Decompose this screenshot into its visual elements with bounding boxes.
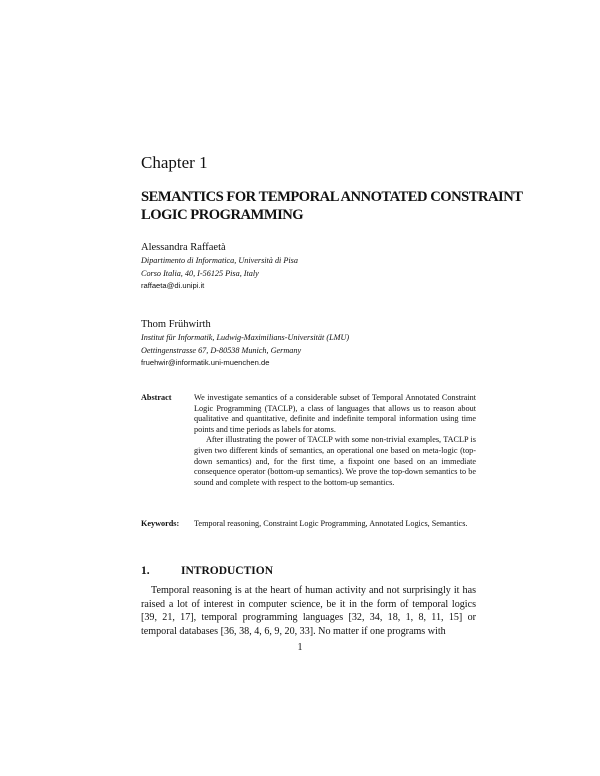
author-address: Oettingenstrasse 67, D-80538 Munich, Germany bbox=[141, 345, 302, 355]
author-block-2 bbox=[141, 318, 541, 370]
section-title: INTRODUCTION bbox=[181, 565, 274, 577]
author-name: Thom Frühwirth bbox=[141, 319, 211, 330]
paper-title-line-1: SEMANTICS FOR TEMPORAL ANNOTATED CONSTRAINT bbox=[141, 189, 523, 205]
author-name: Alessandra Raffaetà bbox=[141, 242, 226, 253]
section-heading bbox=[141, 565, 273, 577]
paper-title-line-2: LOGIC PROGRAMMING bbox=[141, 207, 304, 223]
intro-text: Temporal reasoning is at the heart of human activity and not surprisingly it has raised a lot of interest in computer science, be it in the form of temporal logics [39, 21, 17], temporal programming languages [32, 34, 18, 1, 8, 11, 15] or temporal databases [36, 38, 4, 6, 9, 20, 33]. No matter if one programs with bbox=[141, 585, 476, 637]
intro-paragraph bbox=[141, 584, 476, 638]
section-number: 1. bbox=[141, 565, 150, 577]
author-email: raffaeta@di.unipi.it bbox=[141, 281, 205, 290]
page-number: 1 bbox=[297, 642, 303, 653]
author-block-1 bbox=[141, 241, 541, 293]
keywords-text: Temporal reasoning, Constraint Logic Programming, Annotated Logics, Semantics. bbox=[194, 519, 468, 528]
keywords-label: Keywords: bbox=[141, 519, 180, 528]
chapter-heading: Chapter 1 bbox=[141, 153, 208, 172]
author-email: fruehwir@informatik.uni-muenchen.de bbox=[141, 358, 270, 367]
abstract-paragraph-2: After illustrating the power of TACLP with some non-trivial examples, TACLP is given two different kinds of semantics, an operational one based on meta-logic (top-down semantics) and, for the first time, a fixpoint one based on an immediate consequence operator (bottom-up semantics). We prove the top-down semantics to be sound and complete with respect to the bottom-up semantics. bbox=[194, 435, 476, 487]
author-address: Corso Italia, 40, I-56125 Pisa, Italy bbox=[141, 268, 259, 278]
abstract-text bbox=[194, 393, 476, 488]
author-affiliation: Dipartimento di Informatica, Università di Pisa bbox=[141, 256, 298, 265]
author-affiliation: Institut für Informatik, Ludwig-Maximilians-Universität (LMU) bbox=[141, 333, 350, 342]
abstract-paragraph-1: We investigate semantics of a considerable subset of Temporal Annotated Constraint Logic Programming (TACLP), a class of languages that allows us to reason about qualitative and quantitative, definite and indefinite temporal information using time points and time periods as labels for atoms. bbox=[194, 393, 476, 434]
abstract-label: Abstract bbox=[141, 393, 172, 402]
paper-title bbox=[141, 188, 551, 224]
